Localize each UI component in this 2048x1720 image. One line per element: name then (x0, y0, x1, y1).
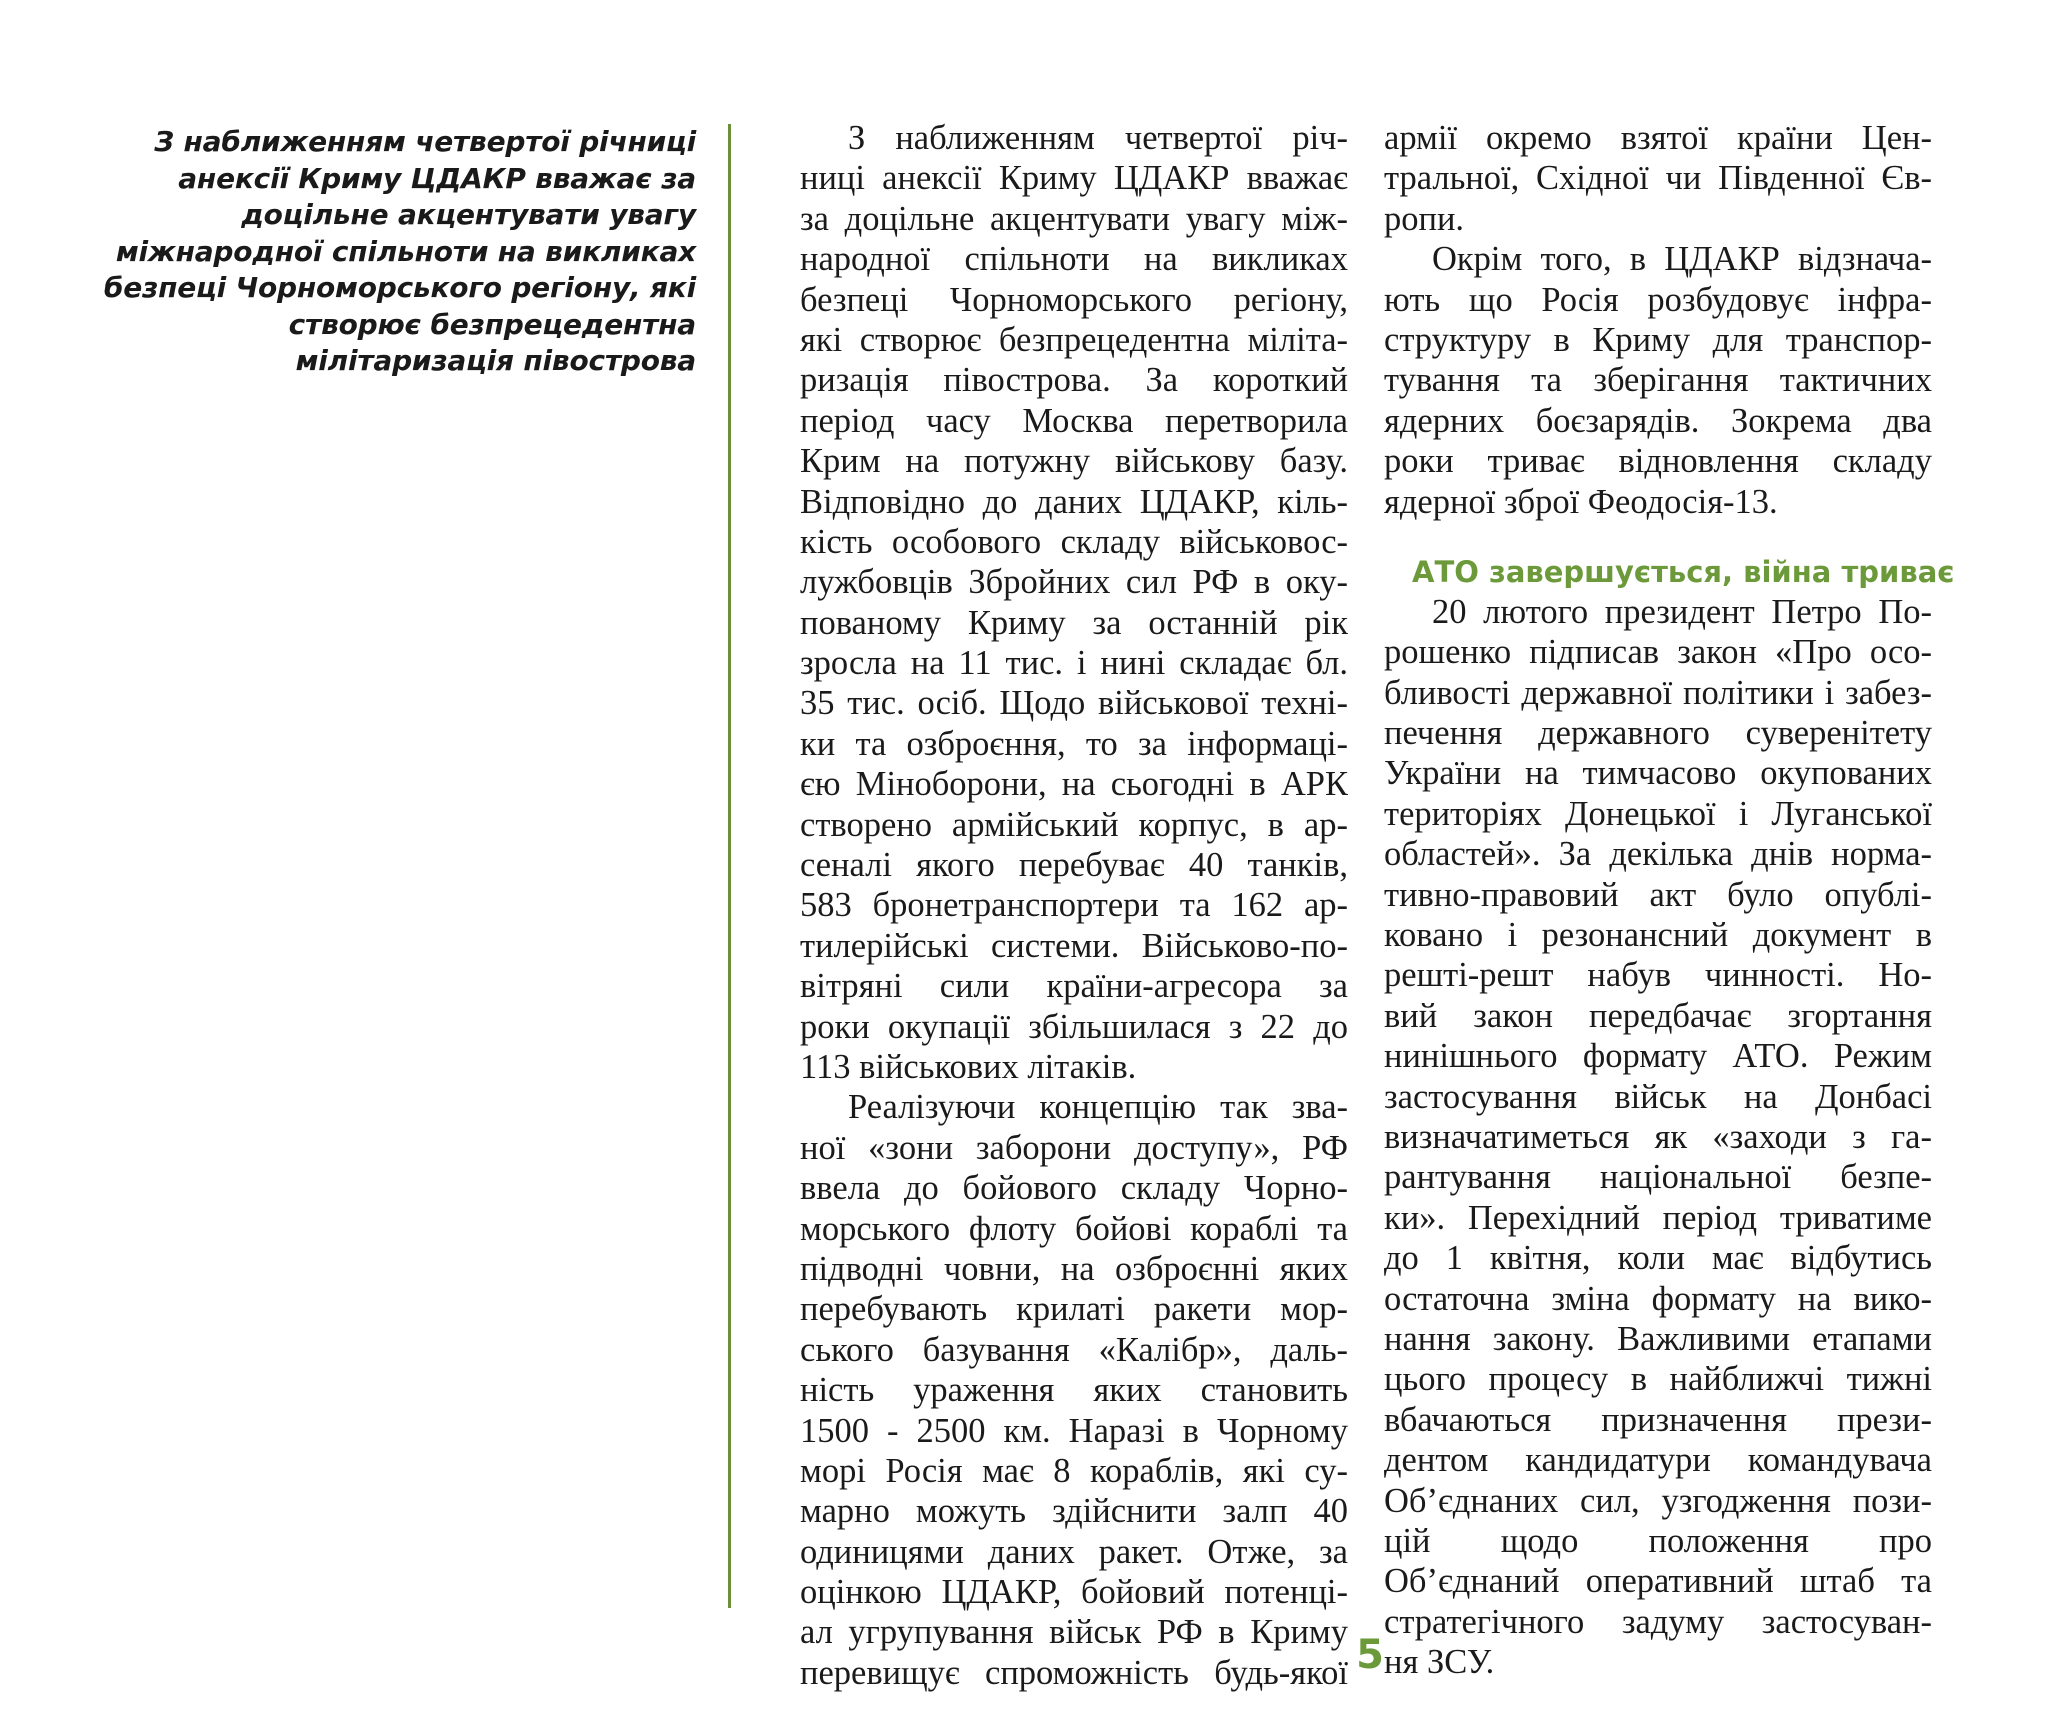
pull-quote-line: доцільне акцентувати увагу (241, 198, 696, 231)
text-line: морського флоту бойові кораблі та (800, 1209, 1348, 1248)
text-line: безпеці Чорноморського регіону, (800, 280, 1348, 319)
text-line: Окрім того, в ЦДАКР відзнача- (1432, 240, 1932, 279)
text-line: Реалізуючи концепцію так зва- (848, 1088, 1348, 1127)
text-line: цього процесу в найближчі тижні (1384, 1360, 1932, 1399)
text-line: 1500 - 2500 км. Наразі в Чорному (800, 1411, 1348, 1450)
article-column-1 (800, 118, 1348, 1693)
text-line: ковано і резонансний документ в (1384, 916, 1932, 955)
text-line: сеналі якого перебуває 40 танків, (800, 846, 1348, 885)
text-line: роки окупації збільшилася з 22 до (800, 1007, 1348, 1046)
text-line: пованому Криму за останній рік (800, 603, 1348, 642)
pull-quote (100, 124, 696, 380)
text-line: стратегічного задуму застосуван- (1384, 1602, 1932, 1641)
text-line: тування та зберігання тактичних (1384, 361, 1932, 400)
text-line: тилерійські системи. Військово-по- (800, 926, 1348, 965)
text-line: ня ЗСУ. (1384, 1643, 1495, 1682)
text-line: 113 військових літаків. (800, 1047, 1137, 1086)
text-line: визначатиметься як «заходи з га- (1384, 1117, 1932, 1156)
text-line: за доцільне акцентувати увагу між- (800, 199, 1348, 238)
text-line: остаточна зміна формату на вико- (1384, 1279, 1932, 1318)
text-line: ки та озброєння, то за інформаці- (800, 724, 1348, 763)
text-line: ядерних боєзарядів. Зокрема два (1384, 401, 1932, 440)
text-line: ввела до бойового складу Чорно- (800, 1169, 1348, 1208)
article-column-2 (1384, 118, 1955, 1682)
text-line: одиницями даних ракет. Отже, за (800, 1532, 1348, 1571)
text-line: ського базування «Калібр», даль- (800, 1330, 1348, 1369)
pull-quote-line: безпеці Чорноморського регіону, які (103, 271, 696, 304)
text-line: ють що Росія розбудовує інфра- (1384, 280, 1932, 319)
text-line: ризація півострова. За короткий (800, 361, 1348, 400)
text-line: до 1 квітня, коли має відбутись (1384, 1239, 1932, 1278)
text-line: ної «зони заборони доступу», РФ (800, 1128, 1348, 1167)
text-line: період часу Москва перетворила (800, 401, 1348, 440)
pull-quote-line: міжнародної спільноти на викликах (115, 234, 696, 268)
text-line: Об’єднаний оперативний штаб та (1384, 1562, 1932, 1601)
text-line: територіях Донецької і Луганської (1384, 794, 1932, 833)
text-line: перевищує спроможність будь-якої (800, 1653, 1348, 1692)
text-line: 583 бронетранспортери та 162 ар- (800, 886, 1348, 925)
pull-quote-line: створює безпрецедентна (288, 307, 696, 341)
text-line: вбачаються призначення прези- (1384, 1400, 1932, 1439)
page-number: 5 (1356, 1632, 1384, 1678)
text-line: єю Міноборони, на сьогодні в АРК (800, 765, 1348, 804)
text-line: нання закону. Важливими етапами (1384, 1319, 1932, 1358)
text-line: роки триває відновлення складу (1384, 442, 1932, 481)
text-line: які створює безпрецедентна мiлiта- (800, 320, 1348, 359)
text-line: ядерної зброї Феодосія-13. (1384, 482, 1778, 521)
section-heading: АТО завершується, війна триває (1412, 554, 1955, 589)
pull-quote-line: мілітаризація півострова (295, 344, 696, 377)
text-line: тральної, Східної чи Південної Єв- (1384, 159, 1932, 198)
text-line: тивно-правовий акт було опублі- (1384, 875, 1932, 914)
text-line: вітряні сили країни-агресора за (800, 967, 1348, 1006)
text-line: рошенко підписав закон «Про осо- (1384, 633, 1932, 672)
text-line: лужбовців Збройних сил РФ в оку- (800, 563, 1348, 602)
text-line: зросла на 11 тис. і нині складає бл. (800, 644, 1348, 683)
text-line: структуру в Криму для транспор- (1384, 320, 1932, 359)
text-line: Відповідно до даних ЦДАКР, кіль- (800, 482, 1348, 521)
text-line: кість особового складу військовос- (800, 522, 1348, 561)
text-line: 20 лютого президент Петро По- (1432, 592, 1932, 631)
section-gap (1384, 522, 1932, 552)
text-line: вий закон передбачає згортання (1384, 996, 1932, 1035)
text-line: створено армійський корпус, в ар- (800, 805, 1348, 844)
text-line: ниці анексії Криму ЦДАКР вважає (800, 159, 1348, 198)
text-line: решті-решт набув чинності. Но- (1384, 956, 1932, 995)
text-line: марно можуть здійснити залп 40 (800, 1492, 1348, 1531)
text-line: Об’єднаних сил, узгодження пози- (1384, 1481, 1932, 1520)
column-divider (728, 124, 731, 1608)
pull-quote-line: анексії Криму ЦДАКР вважає за (178, 161, 696, 195)
text-line: областей». За декілька днів норма- (1384, 835, 1932, 874)
text-line: ал угрупування військ РФ в Криму (800, 1613, 1348, 1652)
text-line: України на тимчасово окупованих (1384, 754, 1932, 793)
text-line: ність ураження яких становить (800, 1371, 1348, 1410)
text-line: ропи. (1384, 199, 1465, 238)
text-line: печення державного суверенітету (1384, 714, 1932, 753)
text-line: народної спільноти на викликах (800, 240, 1348, 279)
text-line: цій щодо положення про (1384, 1521, 1932, 1560)
text-line: З наближенням четвертої річ- (848, 119, 1348, 157)
text-line: морі Росія має 8 кораблів, які су- (800, 1451, 1348, 1490)
text-line: ки». Перехідний період триватиме (1384, 1198, 1932, 1237)
text-line: дентом кандидатури командувача (1384, 1441, 1932, 1480)
text-line: підводні човни, на озброєнні яких (800, 1249, 1348, 1288)
text-line: перебувають крилаті ракети мор- (800, 1290, 1348, 1329)
text-line: оцінкою ЦДАКР, бойовий потенці- (800, 1573, 1348, 1612)
text-line: армії окремо взятої країни Цен- (1384, 119, 1932, 157)
text-line: рантування національної безпе- (1384, 1158, 1932, 1197)
text-line: бливості державної політики і забез- (1384, 673, 1932, 712)
text-line: Крим на потужну військову базу. (800, 442, 1348, 481)
text-line: застосування військ на Донбасі (1384, 1077, 1932, 1116)
text-line: 35 тис. осіб. Щодо військової техні- (800, 684, 1348, 723)
pull-quote-line: З наближенням четвертої річниці (154, 125, 696, 158)
text-line: нинішнього формату АТО. Режим (1384, 1037, 1932, 1076)
